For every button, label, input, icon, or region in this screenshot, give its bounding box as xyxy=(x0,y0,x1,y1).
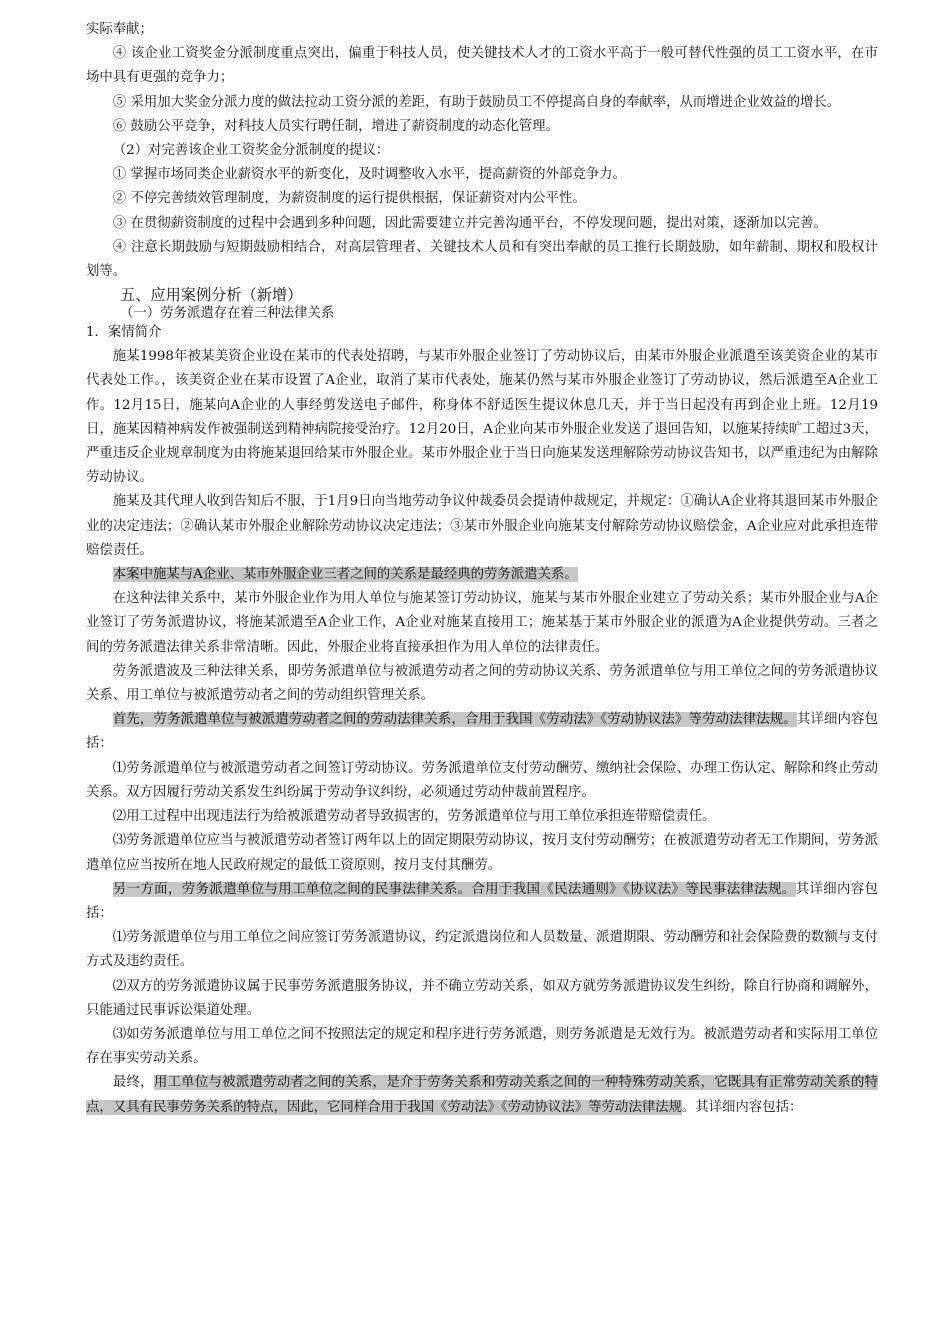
paragraph xyxy=(86,563,878,587)
paragraph-text: 其详细内容包括： xyxy=(86,881,879,921)
highlighted-text: 另一方面，劳务派遣单位与用工单位之间的民事法律关系。合用于我国《民法通则》《协议法》等民事法律法规。 xyxy=(112,881,796,897)
paragraph xyxy=(86,878,878,926)
paragraph: ④ 注意长期鼓励与短期鼓励相结合，对高层管理者、关键技术人员和有突出奉献的员工推行长期鼓励，如年薪制、期权和股权计划等。 xyxy=(86,239,878,280)
paragraph: ⑵用工过程中出现违法行为给被派遣劳动者导致损害的，劳务派遣单位与用工单位承担连带赔偿责任。 xyxy=(112,809,716,825)
paragraph: 实际奉献； xyxy=(86,22,153,37)
paragraph: ④ 该企业工资奖金分派制度重点突出，偏重于科技人员，使关键技术人才的工资水平高于一般可替代性强的员工工资水平，在市场中具有更强的竞争力； xyxy=(86,46,878,86)
paragraph: ⑴劳务派遣单位与被派遣劳动者之间签订劳动协议。劳务派遣单位支付劳动酬劳、缴纳社会保险、办理工伤认定、解除和终止劳动关系。双方因履行劳动关系发生纠纷属于劳动争议纠纷，必须通过劳动仲裁前置程序。 xyxy=(86,760,878,800)
paragraph: 施某1998年被某美资企业设在某市的代表处招聘，与某市外服企业签订了劳动协议后，由某市外服企业派遣至该美资企业的某市代表处工作。，该美资企业在某市设置了A企业，取消了某市代表处，施某仍然与某市外服企业签订了劳动协议，然后派遣至A企业工作。12月15日，施某向A企业的人事经剪发送电子邮件，称身体不舒适医生提议休息几天，并于当日起没有再到企业上班。12月19日，施某因精神病发作被强制送到精神病院接受治疗。12月20日，A企业向某市外服企业发送了退回告知，以施某持续旷工超过3天，严重违反企业规章制度为由将施某退回给某市外服企业。某市外服企业于当日向施某发送理解除劳动协议告知书，以严重违纪为由解除劳动协议。 xyxy=(86,349,878,486)
paragraph: 在这种法律关系中，某市外服企业作为用人单位与施某签订劳动协议，施某与某市外服企业建立了劳动关系；某市外服企业与A企业签订了劳务派遣协议，将施某派遣至A企业工作，A企业对施某直接用工；施某基于某市外服企业的派遣为A企业提供劳动。三者之间的劳务派遣法律关系非常清晰。因此，外服企业将直接承担作为用人单位的法律责任。 xyxy=(86,591,878,655)
section-heading: 五、应用案例分析（新增） xyxy=(120,286,303,305)
document-page xyxy=(86,18,878,1120)
highlighted-text: 用工单位与被派遣劳动者之间的关系，是介于劳务关系和劳动关系之间的一种特殊劳动关系，它既具有正常劳动关系的特点，又具有民事劳务关系的特点，因此，它同样合用于我国《劳动法》《劳动协议法》等劳动法律法规 xyxy=(86,1075,879,1115)
paragraph: ⑤ 采用加大奖金分派力度的做法拉动工资分派的差距，有助于鼓励员工不停提高自身的奉献率，从而增进企业效益的增长。 xyxy=(112,94,841,110)
highlighted-text: 本案中施某与A企业、某市外服企业三者之间的关系是最经典的劳务派遣关系。 xyxy=(112,567,578,583)
paragraph: ⑶如劳务派遣单位与用工单位之间不按照法定的规定和程序进行劳务派遣，则劳务派遣是无效行为。被派遣劳动者和实际用工单位存在事实劳动关系。 xyxy=(86,1026,878,1067)
paragraph: ② 不停完善绩效管理制度，为薪资制度的运行提供根据，保证薪资对内公平性。 xyxy=(112,191,586,207)
paragraph xyxy=(86,1071,878,1119)
paragraph-text: 最终， xyxy=(112,1075,154,1091)
case-intro-heading: 1．案情简介 xyxy=(86,325,162,341)
paragraph-text: 。其详细内容包括： xyxy=(681,1099,803,1115)
paragraph: ③ 在贯彻薪资制度的过程中会遇到多种问题，因此需要建立并完善沟通平台，不停发现问题，提出对策，逐渐加以完善。 xyxy=(112,215,827,231)
highlighted-text: 首先，劳务派遣单位与被派遣劳动者之间的劳动法律关系，合用于我国《劳动法》《劳动协议法》等劳动法律法规。 xyxy=(112,712,797,728)
paragraph: 劳务派遣波及三种法律关系，即劳务派遣单位与被派遣劳动者之间的劳动协议关系、劳务派遣单位与用工单位之间的劳务派遣协议关系、用工单位与被派遣劳动者之间的劳动组织管理关系。 xyxy=(86,663,878,704)
paragraph xyxy=(86,708,878,756)
paragraph-text: 其详细内容包括： xyxy=(86,712,879,752)
paragraph: ⑶劳务派遣单位应当与被派遣劳动者签订两年以上的固定期限劳动协议，按月支付劳动酬劳；在被派遣劳动者无工作期间，劳务派遣单位应当按所在地人民政府规定的最低工资原则，按月支付其酬劳。 xyxy=(86,833,878,873)
paragraph: ⑵双方的劳务派遣协议属于民事劳务派遣服务协议，并不确立劳动关系，如双方就劳务派遣协议发生纠纷，除自行协商和调解外，只能通过民事诉讼渠道处理。 xyxy=(86,978,878,1018)
paragraph: 施某及其代理人收到告知后不服，于1月9日向当地劳动争议仲裁委员会提请仲裁规定，并规定：①确认A企业将其退回某市外服企业的决定违法；②确认某市外服企业解除劳动协议决定违法；③某市外服企业向施某支付解除劳动协议赔偿金，A企业应对此承担连带赔偿责任。 xyxy=(86,494,878,558)
subsection-heading: （一）劳务派遣存在着三种法律关系 xyxy=(120,306,335,322)
paragraph: （2）对完善该企业工资奖金分派制度的提议： xyxy=(112,143,390,159)
paragraph: ⑥ 鼓励公平竞争，对科技人员实行聘任制，增进了薪资制度的动态化管理。 xyxy=(112,118,559,134)
paragraph: ① 掌握市场同类企业薪资水平的新变化，及时调整收入水平，提高薪资的外部竞争力。 xyxy=(112,167,626,183)
paragraph: ⑴劳务派遣单位与用工单位之间应签订劳务派遣协议，约定派遣岗位和人员数量、派遣期限、劳动酬劳和社会保险费的数额与支付方式及违约责任。 xyxy=(86,930,878,970)
